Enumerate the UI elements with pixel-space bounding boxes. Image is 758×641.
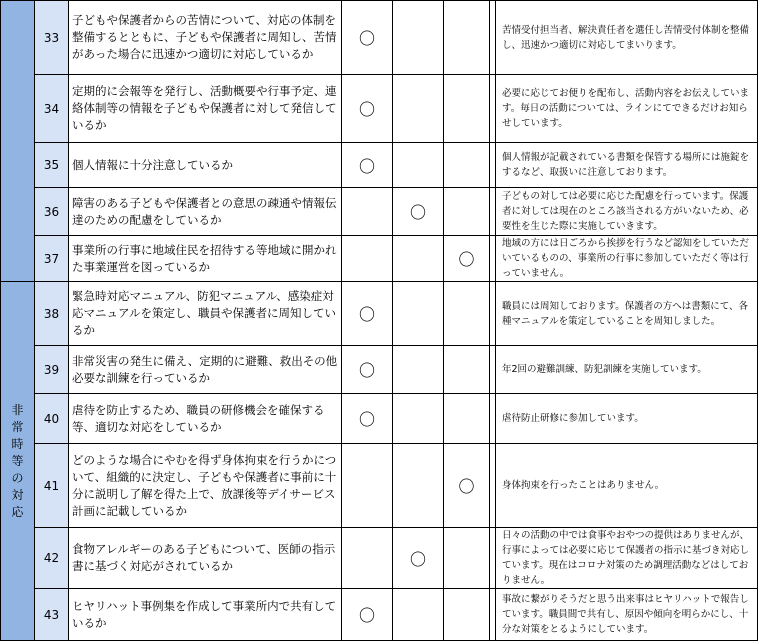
note-text: 虐待防止研修に参加しています。 bbox=[496, 394, 758, 444]
table-row bbox=[1, 346, 758, 394]
category-label bbox=[1, 402, 34, 521]
question-text: 個人情報に十分注意しているか bbox=[69, 143, 342, 188]
answer-cell-3 bbox=[444, 589, 490, 641]
answer-cell-3 bbox=[444, 75, 490, 143]
answer-cell-1 bbox=[342, 282, 393, 346]
answer-cell-1 bbox=[342, 75, 393, 143]
answer-cell-1 bbox=[342, 394, 393, 444]
answer-cell-3 bbox=[444, 528, 490, 589]
answer-cell-3 bbox=[444, 394, 490, 444]
question-text: 虐待を防止するため、職員の研修機会を確保する等、適切な対応をしているか bbox=[69, 394, 342, 444]
table-row bbox=[1, 282, 758, 346]
note-text: 地域の方には日ごろから挨拶を行うなど認知をしていただいているものの、事業所の行事に参加していただく等は行っていません。 bbox=[496, 236, 758, 282]
note-text: 日々の活動の中では食事やおやつの提供はありませんが、行事によっては必要に応じて保護者の指示に基づき対応しています。現在はコロナ対策のため調理活動などはしておりません。 bbox=[496, 528, 758, 589]
item-number: 37 bbox=[35, 236, 69, 282]
circle-mark-icon: 〇 bbox=[358, 606, 375, 625]
item-number: 39 bbox=[35, 346, 69, 394]
question-text: 定期的に会報等を発行し、活動概要や行事予定、連絡体制等の情報を子どもや保護者に対して発信しているか bbox=[69, 75, 342, 143]
answer-cell-1 bbox=[342, 236, 393, 282]
answer-cell-2 bbox=[393, 75, 444, 143]
question-text: 障害のある子どもや保護者との意思の疎通や情報伝達のための配慮をしているか bbox=[69, 188, 342, 236]
circle-mark-icon: 〇 bbox=[458, 477, 475, 496]
question-text: 食物アレルギーのある子どもについて、医師の指示書に基づく対応がされているか bbox=[69, 528, 342, 589]
answer-cell-3 bbox=[444, 346, 490, 394]
category-char: 等 bbox=[11, 453, 24, 468]
answer-cell-1 bbox=[342, 528, 393, 589]
note-text: 身体拘束を行ったことはありません。 bbox=[496, 444, 758, 528]
answer-cell-3 bbox=[444, 1, 490, 75]
answer-cell-1 bbox=[342, 1, 393, 75]
circle-mark-icon: 〇 bbox=[358, 361, 375, 380]
circle-mark-icon: 〇 bbox=[358, 100, 375, 119]
circle-mark-icon: 〇 bbox=[358, 156, 375, 176]
category-char: の bbox=[11, 470, 24, 485]
category-cell bbox=[1, 1, 35, 282]
circle-mark-icon: 〇 bbox=[358, 410, 375, 429]
item-number: 33 bbox=[35, 1, 69, 75]
note-text: 職員には周知しております。保護者の方へは書類にて、各種マニュアルを策定していることを周知しました。 bbox=[496, 282, 758, 346]
question-text: ヒヤリハット事例集を作成して事業所内で共有しているか bbox=[69, 589, 342, 641]
answer-cell-3 bbox=[444, 143, 490, 188]
circle-mark-icon: 〇 bbox=[458, 250, 475, 269]
answer-cell-2 bbox=[393, 394, 444, 444]
answer-cell-3 bbox=[444, 188, 490, 236]
category-char: 対 bbox=[11, 487, 24, 502]
answer-cell-1 bbox=[342, 188, 393, 236]
table-row bbox=[1, 236, 758, 282]
item-number: 43 bbox=[35, 589, 69, 641]
answer-cell-2 bbox=[393, 143, 444, 188]
item-number: 35 bbox=[35, 143, 69, 188]
circle-mark-icon: 〇 bbox=[409, 203, 426, 222]
table-row bbox=[1, 143, 758, 188]
circle-mark-icon: 〇 bbox=[358, 305, 375, 324]
answer-cell-3 bbox=[444, 444, 490, 528]
item-number: 36 bbox=[35, 188, 69, 236]
table-row bbox=[1, 394, 758, 444]
question-text: 緊急時対応マニュアル、防犯マニュアル、感染症対応マニュアルを策定し、職員や保護者に周知しているか bbox=[69, 282, 342, 346]
category-char: 常 bbox=[11, 419, 24, 434]
answer-cell-3 bbox=[444, 282, 490, 346]
item-number: 41 bbox=[35, 444, 69, 528]
answer-cell-2 bbox=[393, 188, 444, 236]
answer-cell-2 bbox=[393, 346, 444, 394]
category-cell-emergency bbox=[1, 282, 35, 641]
table-row bbox=[1, 188, 758, 236]
answer-cell-1 bbox=[342, 444, 393, 528]
note-text: 必要に応じてお便りを配布し、活動内容をお伝えしています。毎日の活動については、ラインにてできるだけお知らせしています。 bbox=[496, 75, 758, 143]
question-text: 子どもや保護者からの苦情について、対応の体制を整備するとともに、子どもや保護者に周知し、苦情があった場合に迅速かつ適切に対応しているか bbox=[69, 1, 342, 75]
category-char: 非 bbox=[11, 402, 24, 417]
table-row bbox=[1, 528, 758, 589]
note-text: 子どもの対しては必要に応じた配慮を行っています。保護者に対しては現在のところ該当される方がいないため、必要性を生じた際に実施していきます。 bbox=[496, 188, 758, 236]
answer-cell-2 bbox=[393, 528, 444, 589]
note-text: 個人情報が記載されている書類を保管する場所には施錠をするなど、取扱いに注意しております。 bbox=[496, 143, 758, 188]
table-row bbox=[1, 589, 758, 641]
item-number: 38 bbox=[35, 282, 69, 346]
note-text: 年2回の避難訓練、防犯訓練を実施しています。 bbox=[496, 346, 758, 394]
answer-cell-2 bbox=[393, 589, 444, 641]
question-text: 事業所の行事に地域住民を招待する等地域に開かれた事業運営を図っているか bbox=[69, 236, 342, 282]
table-row bbox=[1, 75, 758, 143]
note-text: 事故に繋がりそうだと思う出来事はヒヤリハットで報告しています。職員間で共有し、原因や傾向を明らかにし、十分な対策をとるようにしています。 bbox=[496, 589, 758, 641]
answer-cell-2 bbox=[393, 444, 444, 528]
item-number: 34 bbox=[35, 75, 69, 143]
answer-cell-1 bbox=[342, 143, 393, 188]
note-text: 苦情受付担当者、解決責任者を選任し苦情受付体制を整備し、迅速かつ適切に対応してまいります。 bbox=[496, 1, 758, 75]
answer-cell-1 bbox=[342, 589, 393, 641]
answer-cell-3 bbox=[444, 236, 490, 282]
question-text: どのような場合にやむを得ず身体拘束を行うかについて、組織的に決定し、子どもや保護者に事前に十分に説明し了解を得た上で、放課後等デイサービス計画に記載しているか bbox=[69, 444, 342, 528]
table-row bbox=[1, 444, 758, 528]
answer-cell-1 bbox=[342, 346, 393, 394]
table-row bbox=[1, 1, 758, 75]
item-number: 40 bbox=[35, 394, 69, 444]
circle-mark-icon: 〇 bbox=[409, 549, 426, 569]
item-number: 42 bbox=[35, 528, 69, 589]
answer-cell-2 bbox=[393, 282, 444, 346]
circle-mark-icon: 〇 bbox=[358, 29, 375, 48]
category-char: 時 bbox=[11, 436, 24, 451]
answer-cell-2 bbox=[393, 1, 444, 75]
question-text: 非常災害の発生に備え、定期的に避難、救出その他必要な訓練を行っているか bbox=[69, 346, 342, 394]
category-char: 応 bbox=[11, 504, 24, 519]
answer-cell-2 bbox=[393, 236, 444, 282]
